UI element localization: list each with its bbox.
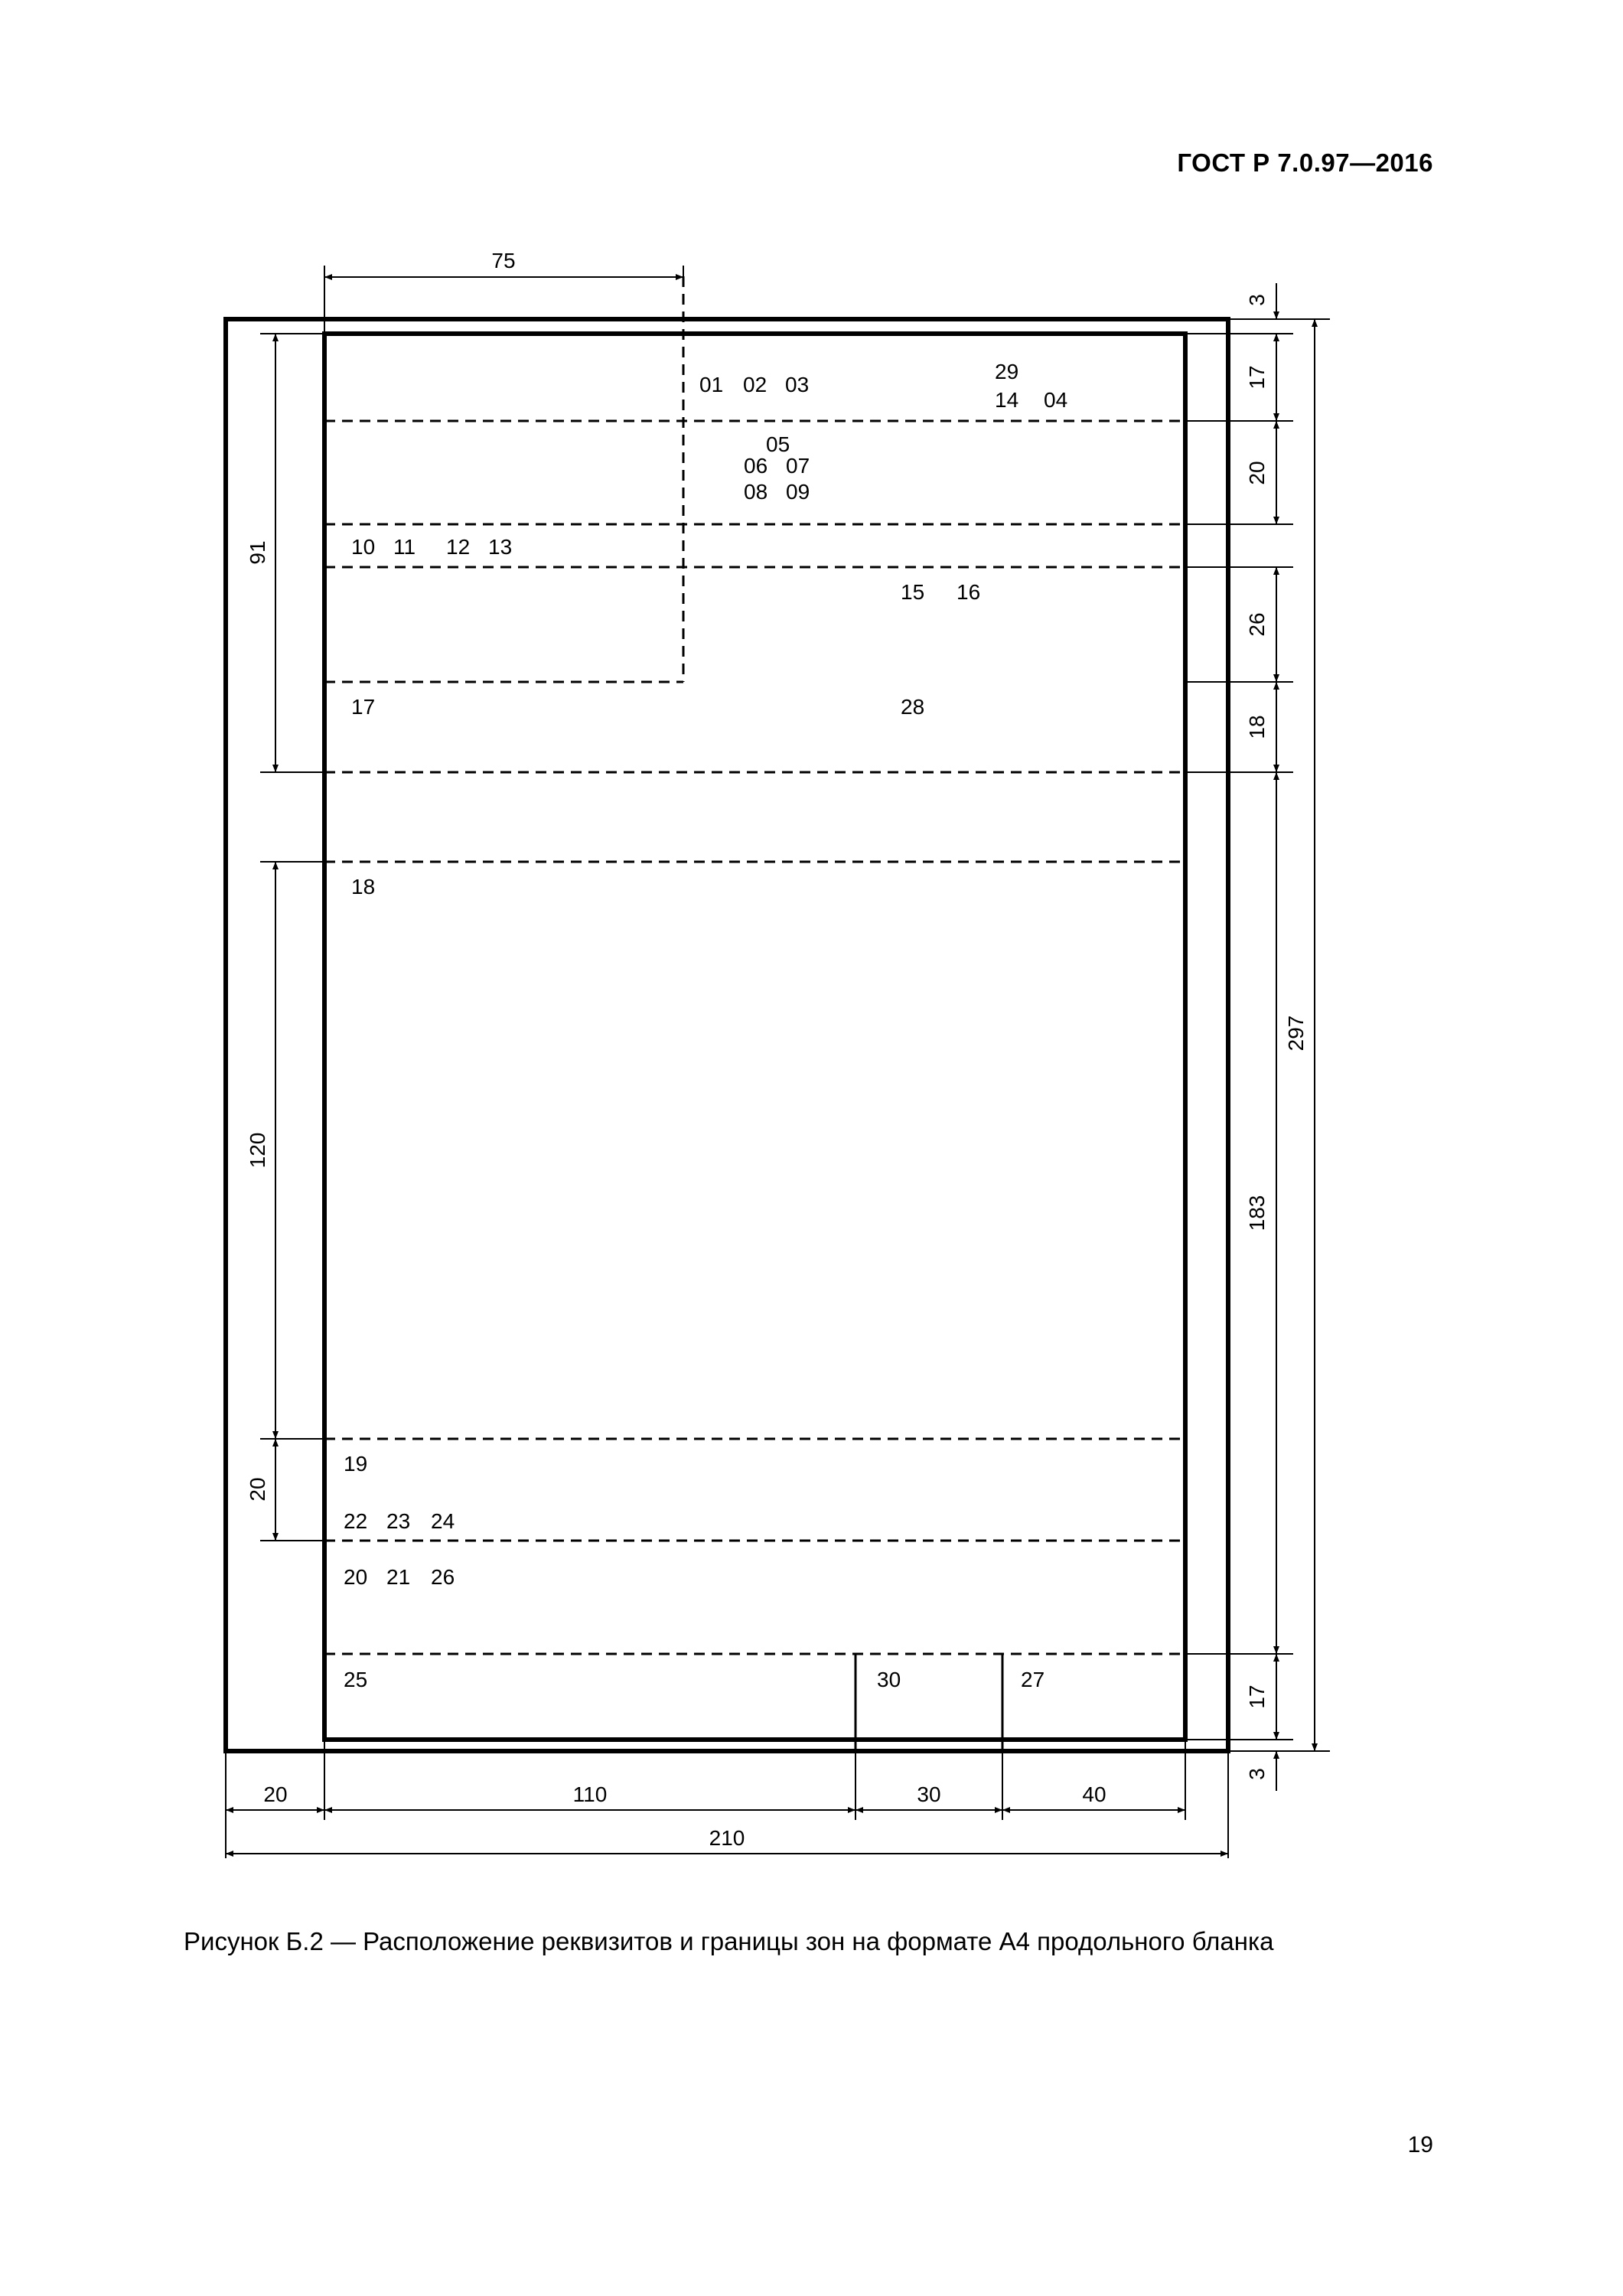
requisite-label: 08 [744,480,768,504]
requisite-label: 21 [386,1565,411,1589]
dim-label-bottom-zone: 17 [1245,1684,1269,1709]
dim-label-main-width: 110 [572,1782,608,1806]
sheet-outline [226,319,1228,1751]
dim-label-bottom-margin: 3 [1245,1768,1269,1780]
requisite-label: 13 [488,535,513,559]
requisite-label: 17 [351,695,376,719]
page-number: 19 [1407,2132,1433,2157]
dim-label-zone-low: 18 [1245,715,1269,739]
dim-label-left-margin: 20 [263,1782,288,1806]
figure-caption: Рисунок Б.2 — Расположение реквизитов и границы зон на формате А4 продольного бланка [184,1927,1274,1955]
dim-label-body-height: 183 [1245,1195,1269,1231]
dim-label-body-zone: 120 [246,1132,269,1169]
dim-label-zone-mid: 26 [1245,612,1269,637]
requisite-label: 04 [1044,388,1068,412]
requisite-label: 11 [393,535,416,559]
requisite-label: 01 [699,373,724,396]
dim-label-top-width: 75 [491,249,516,272]
requisite-label: 09 [786,480,810,504]
standard-title: ГОСТ Р 7.0.97—2016 [1177,148,1433,177]
requisite-label: 20 [344,1565,368,1589]
dim-label-zone-address: 20 [1245,461,1269,485]
dim-label-zone-header: 17 [1245,365,1269,390]
requisite-label: 29 [995,360,1019,383]
requisite-label: 10 [351,535,376,559]
requisite-label: 16 [957,580,981,604]
dim-label-sheet-height: 297 [1284,1015,1308,1052]
requisite-label: 02 [743,373,768,396]
requisite-label: 05 [766,432,790,456]
requisite-label: 06 [744,454,768,478]
dim-label-top-margin: 3 [1245,294,1269,306]
requisite-label: 28 [901,695,925,719]
requisite-label: 18 [351,875,376,899]
dim-label-sign-zone: 20 [246,1477,269,1502]
dim-label-sheet-width: 210 [709,1826,745,1850]
requisite-label: 26 [431,1565,455,1589]
requisite-label: 15 [901,580,925,604]
requisite-label: 22 [344,1509,368,1533]
requisite-label: 07 [786,454,810,478]
requisite-label: 24 [431,1509,455,1533]
dim-label-col-right: 40 [1082,1782,1106,1806]
requisite-label: 23 [386,1509,411,1533]
dim-label-left-zone: 91 [246,540,269,565]
requisite-label: 30 [877,1668,901,1691]
dim-label-col-mid: 30 [917,1782,941,1806]
requisite-label: 19 [344,1452,368,1476]
requisite-label: 27 [1021,1668,1045,1691]
requisite-label: 14 [995,388,1019,412]
requisite-label: 03 [785,373,810,396]
requisite-label: 25 [344,1668,368,1691]
requisite-label: 12 [446,535,471,559]
